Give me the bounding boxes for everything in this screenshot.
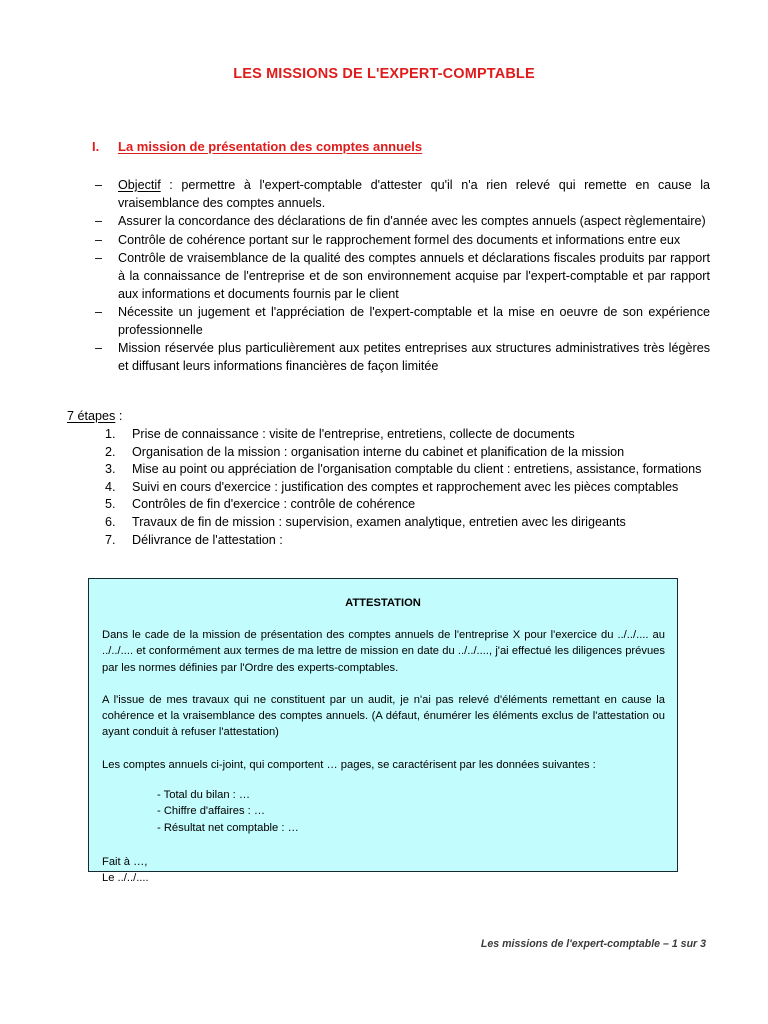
list-item	[105, 444, 705, 462]
list-item	[95, 304, 710, 339]
list-item	[95, 213, 710, 231]
section-heading	[92, 139, 422, 154]
step-text: Organisation de la mission : organisation interne du cabinet et planification de la mission	[132, 444, 625, 459]
dash-marker: –	[95, 305, 103, 320]
steps-label	[67, 408, 122, 426]
dash-marker: –	[95, 341, 103, 356]
list-item	[105, 532, 705, 550]
list-item-body: : permettre à l'expert-comptable d'attester qu'il n'a rien relevé qui remette en cause la vraisemblance des comptes annuels.	[118, 178, 710, 210]
list-item	[105, 496, 705, 514]
list-item	[95, 232, 710, 250]
attestation-body	[89, 627, 677, 887]
signoff-date: Le ../../....	[102, 872, 149, 885]
step-number: 2.	[105, 444, 116, 459]
signoff-place: Fait à …,	[102, 855, 148, 868]
list-item	[105, 426, 705, 444]
dash-marker: –	[95, 232, 103, 247]
attestation-signoff	[102, 854, 665, 887]
step-text: Contrôles de fin d'exercice : contrôle de cohérence	[132, 497, 416, 512]
page-title: LES MISSIONS DE L'EXPERT-COMPTABLE	[233, 66, 535, 82]
steps-label-suffix: :	[115, 409, 123, 423]
attestation-title: ATTESTATION	[345, 597, 421, 609]
step-number: 5.	[105, 497, 116, 512]
dash-marker: –	[95, 251, 103, 266]
step-text: Suivi en cours d'exercice : justification des comptes et rapprochement avec les pièces comptables	[132, 479, 679, 494]
list-item-text: Nécessite un jugement et l'appréciation de l'expert-comptable et la mise en oeuvre de son expérience professionnelle	[118, 305, 710, 337]
list-item-text: Assurer la concordance des déclarations de fin d'année avec les comptes annuels (aspect règlementaire)	[118, 214, 706, 229]
list-item	[95, 250, 710, 303]
attestation-figures	[102, 787, 665, 836]
step-text: Délivrance de l'attestation :	[132, 532, 283, 547]
list-item-text: Mission réservée plus particulièrement aux petites entreprises aux structures administratives très légères et diffusant leurs informations financières de façon limitée	[118, 341, 710, 373]
step-text: Prise de connaissance : visite de l'entreprise, entretiens, collecte de documents	[132, 427, 575, 441]
step-number: 6.	[105, 514, 116, 529]
page-footer: Les missions de l'expert-comptable – 1 sur 3	[480, 938, 706, 950]
step-number: 7.	[105, 532, 116, 547]
attestation-box	[88, 578, 678, 885]
figure-line: - Chiffre d'affaires : …	[157, 805, 266, 818]
list-item	[95, 177, 710, 212]
list-item-lead: Objectif	[118, 178, 161, 192]
figure-line: - Résultat net comptable : …	[157, 821, 299, 834]
step-number: 3.	[105, 462, 116, 477]
step-number: 1.	[105, 427, 116, 441]
list-item	[105, 514, 705, 532]
steps-list	[105, 426, 705, 549]
figure-line: - Total du bilan : …	[157, 789, 251, 802]
attestation-paragraph-1: Dans le cade de la mission de présentation des comptes annuels de l'entreprise X pour l'exercice du ../../.... au ../../.... et conformément aux termes de ma lettre de mission en date du ../../...., j'ai effectué les diligences prévues par les normes définies par l'Ordre des experts-comptables.	[102, 629, 665, 674]
section-numeral: I.	[92, 139, 100, 154]
objectives-list	[95, 177, 710, 377]
list-item	[95, 340, 710, 375]
list-item	[105, 461, 705, 479]
attestation-paragraph-3: Les comptes annuels ci-joint, qui comportent … pages, se caractérisent par les données suivantes :	[102, 758, 596, 771]
list-item-text: Contrôle de vraisemblance de la qualité des comptes annuels et déclarations fiscales produits par rapport à la connaissance de l'entreprise et de son environnement acquise par l'expert-comptable et par rapport aux informations et documents fournis par le client	[118, 251, 710, 301]
step-text: Travaux de fin de mission : supervision, examen analytique, entretien avec les dirigeants	[132, 514, 626, 529]
section-heading-label: La mission de présentation des comptes annuels	[118, 139, 423, 154]
dash-marker: –	[95, 178, 103, 192]
steps-label-underlined: 7 étapes	[67, 409, 116, 423]
list-item-text	[118, 177, 710, 212]
step-text: Mise au point ou appréciation de l'organisation comptable du client : entretiens, assistance, formations	[132, 462, 702, 477]
list-item-text: Contrôle de cohérence portant sur le rapprochement formel des documents et informations entre eux	[118, 232, 681, 247]
attestation-paragraph-2: A l'issue de mes travaux qui ne constituent par un audit, je n'ai pas relevé d'éléments remettant en cause la cohérence et la vraisemblance des comptes annuels. (A défaut, énumérer les éléments exclus de l'attestation ou ayant conduit à refuser l'attestation)	[102, 693, 665, 739]
step-number: 4.	[105, 479, 116, 494]
dash-marker: –	[95, 214, 103, 229]
list-item	[105, 479, 705, 497]
